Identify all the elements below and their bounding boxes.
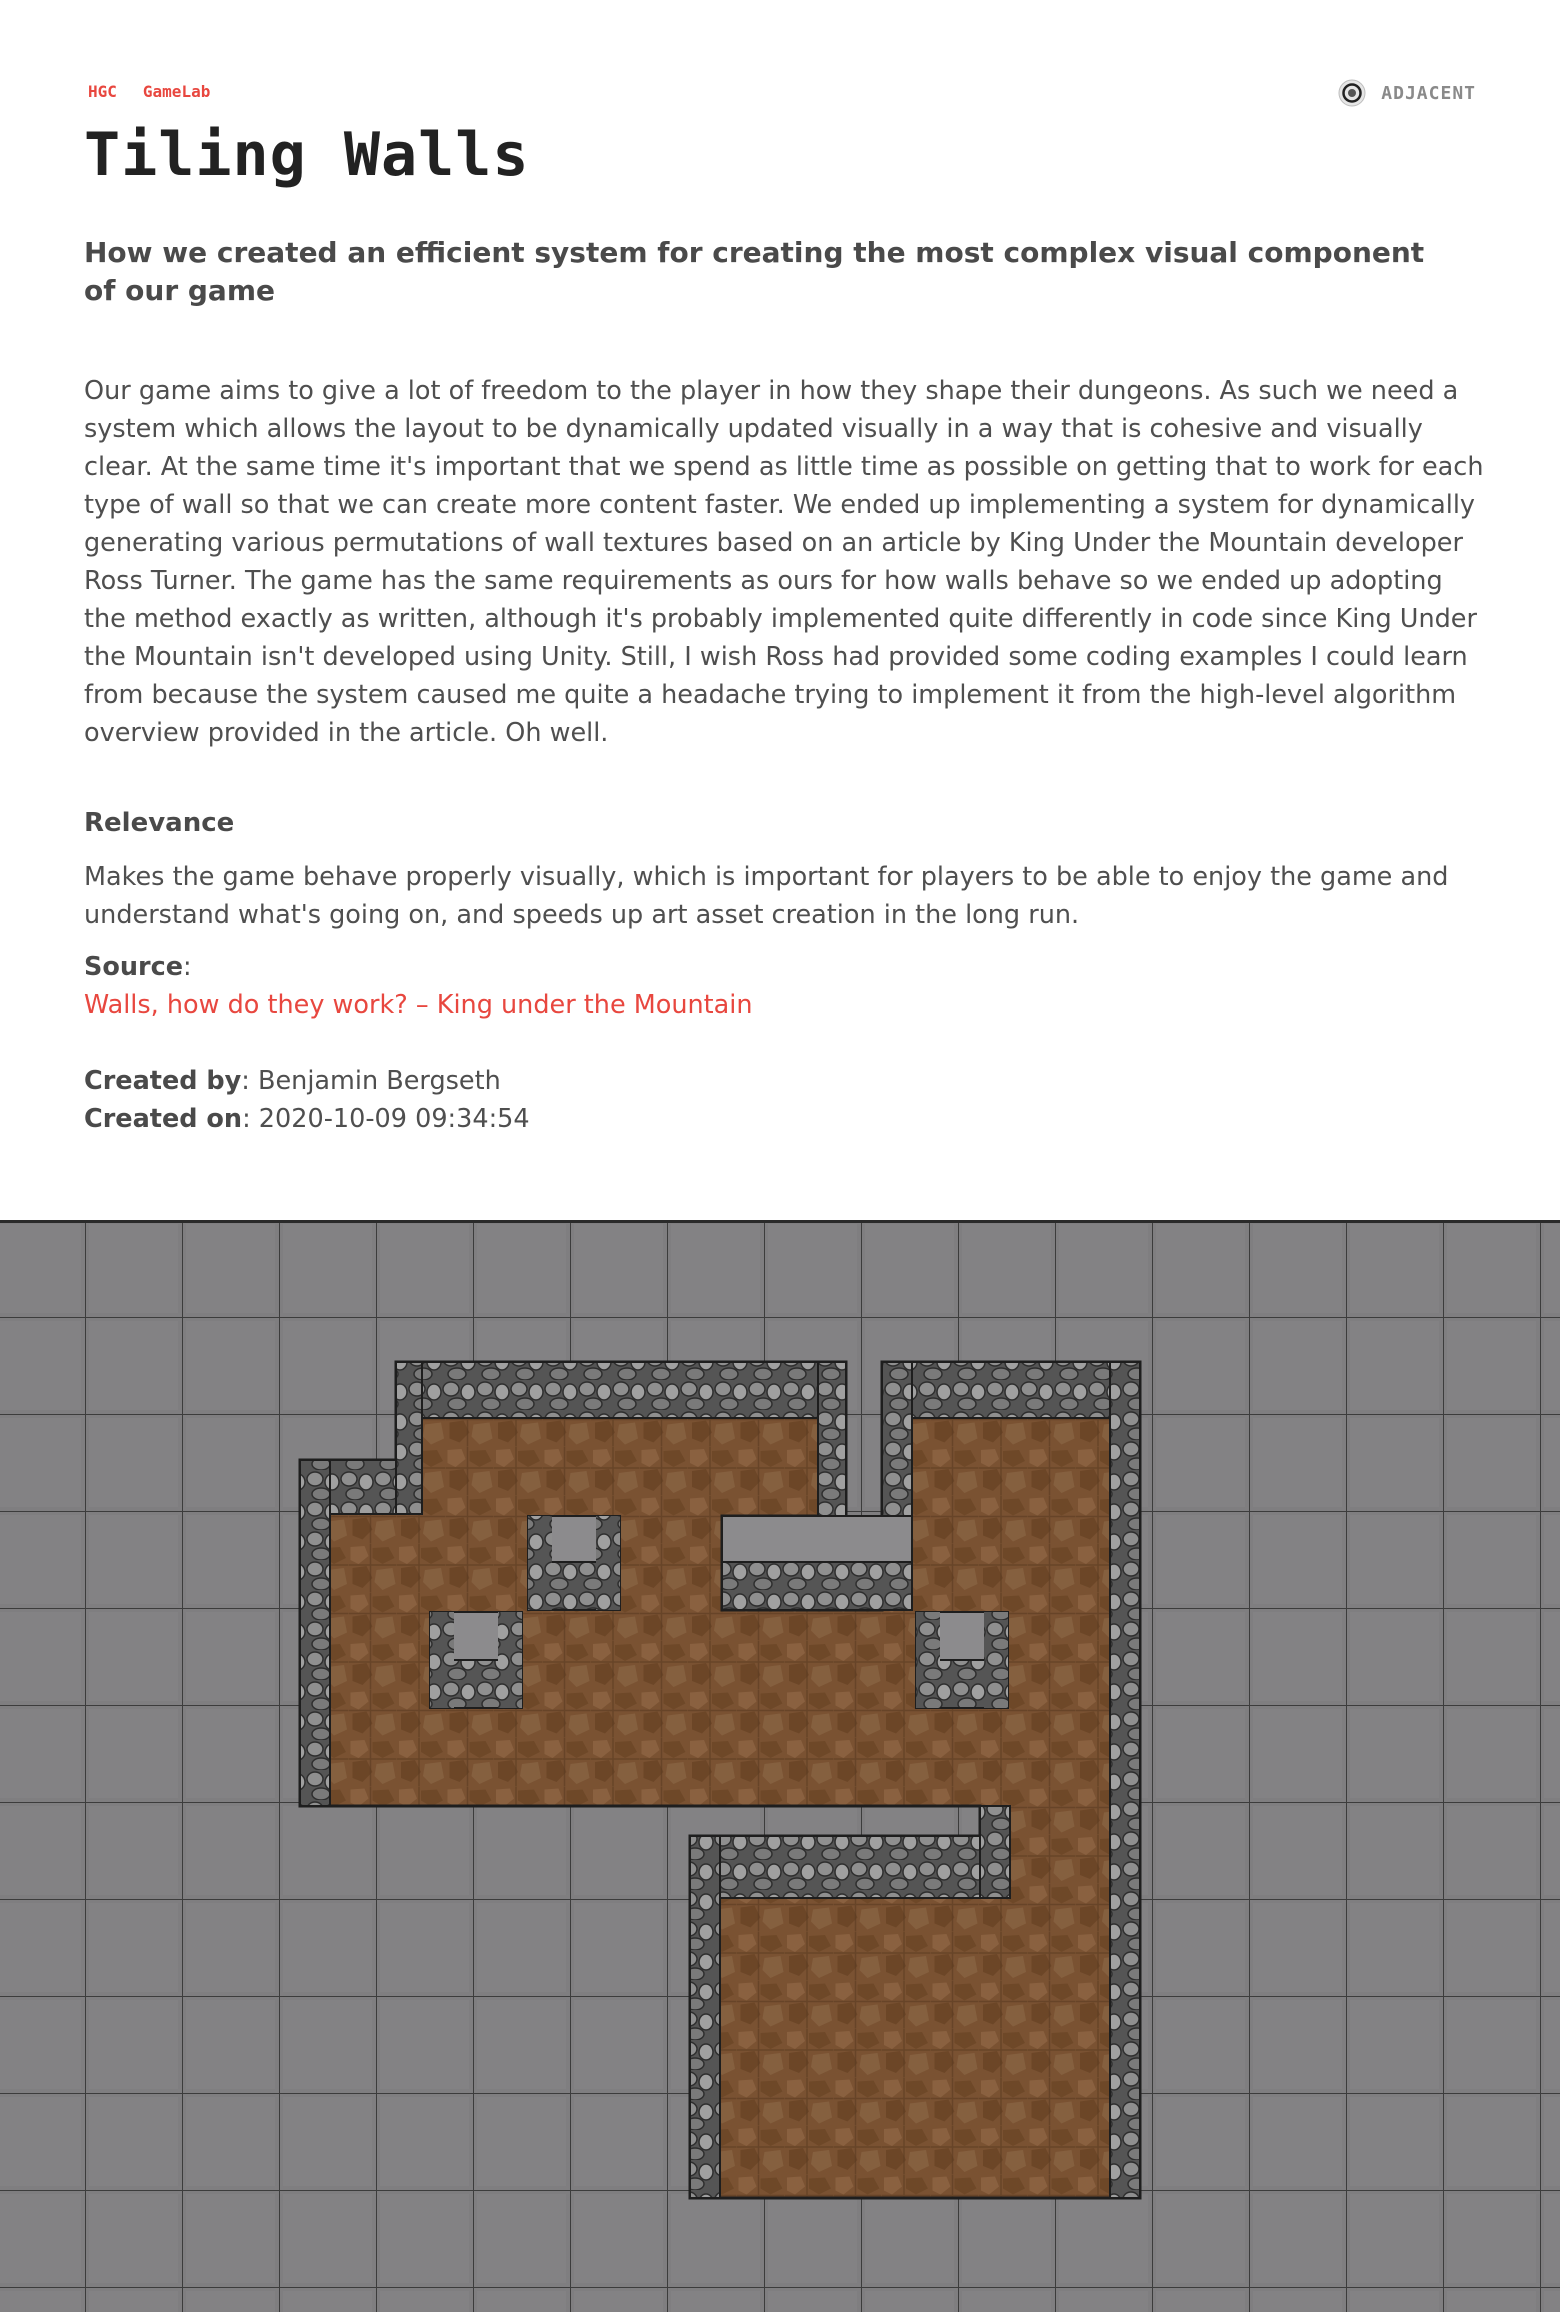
breadcrumb-item-gamelab[interactable]: GameLab bbox=[142, 82, 211, 101]
article-body: Our game aims to give a lot of freedom to the player in how they shape their dungeons. As such we need a system which allows the layout to be dynamically updated visually in a way that is cohesive and visually clear. At the same time it's important that we spend as little time as possible on getting that to work for each type of wall so that we can create more content faster. We ended up implementing a system for dynamically generating various permutations of wall textures based on an article by King Under the Mountain developer Ross Turner. The game has the same requirements as ours for how walls behave so we ended up adopting the method exactly as written, although it's probably implemented quite differently in code since King Under the Mountain isn't developed using Unity. Still, I wish Ross had provided some coding examples I could learn from because the system caused me quite a headache trying to implement it from the high-level algorithm overview provided in the article. Oh well. bbox=[84, 376, 1484, 748]
adjacent-toggle[interactable] bbox=[1337, 78, 1476, 108]
meta-block bbox=[84, 1062, 530, 1138]
source-label: Source bbox=[84, 952, 184, 982]
created-by-row: Created by: Benjamin Bergseth bbox=[84, 1066, 501, 1096]
page-title: Tiling Walls bbox=[84, 120, 530, 190]
page-subtitle: How we created an efficient system for creating the most complex visual component of our game bbox=[84, 236, 1425, 307]
source-row: Source: bbox=[84, 952, 192, 982]
source-link[interactable]: Walls, how do they work? – King under the Mountain bbox=[84, 990, 753, 1020]
created-by-label: Created by bbox=[84, 1066, 242, 1096]
relevance-heading: Relevance bbox=[84, 808, 235, 838]
adjacent-icon bbox=[1337, 78, 1367, 108]
breadcrumb-item-hgc[interactable]: HGC bbox=[88, 82, 117, 101]
created-on-row: Created on: 2020-10-09 09:34:54 bbox=[84, 1104, 530, 1134]
created-on-value: 2020-10-09 09:34:54 bbox=[258, 1104, 530, 1134]
created-on-label: Created on bbox=[84, 1104, 243, 1134]
adjacent-label: ADJACENT bbox=[1381, 82, 1476, 104]
relevance-text: Makes the game behave properly visually, which is important for players to be able to enjoy the game and understand what's going on, and speeds up art asset creation in the long run. bbox=[84, 862, 1449, 930]
pillar bbox=[430, 1612, 522, 1708]
dungeon-map-image bbox=[0, 1220, 1560, 2312]
pillar bbox=[528, 1516, 620, 1610]
pillar bbox=[916, 1612, 1008, 1708]
created-by-value: Benjamin Bergseth bbox=[258, 1066, 501, 1096]
breadcrumb bbox=[88, 82, 210, 101]
